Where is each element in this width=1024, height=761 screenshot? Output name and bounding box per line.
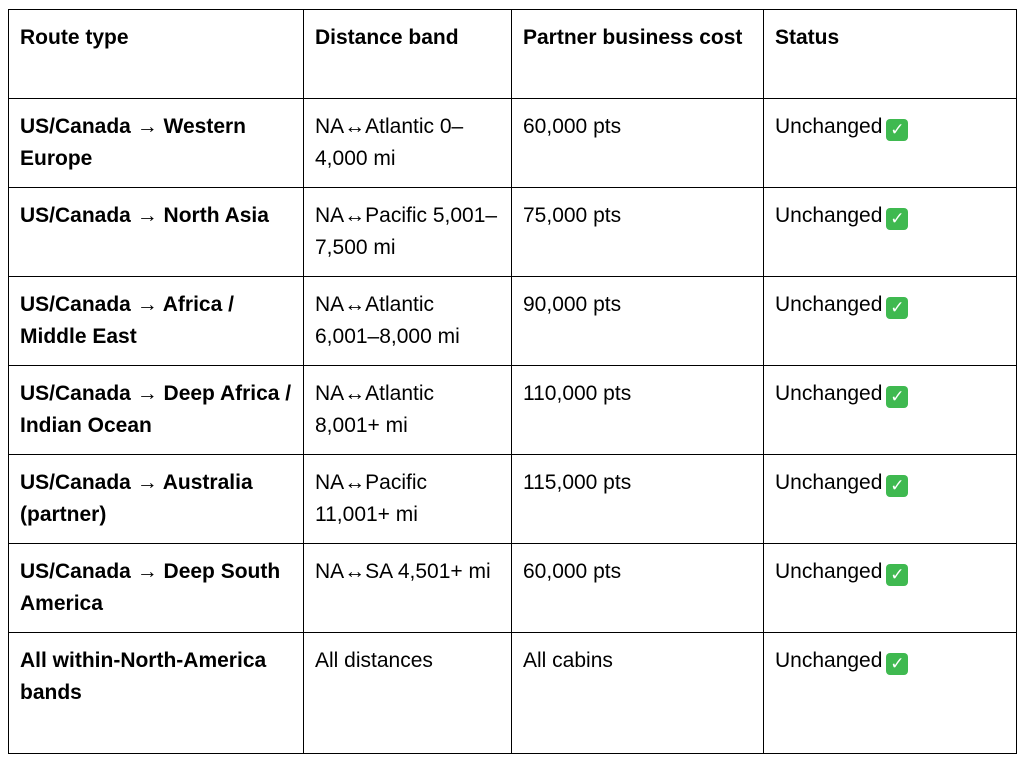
check-mark-icon: ✓ (886, 208, 908, 230)
route-cost-table (8, 9, 1017, 754)
route-type-cell: US/Canada → Deep Africa / Indian Ocean (9, 366, 304, 455)
distance-band-cell: NA↔Atlantic 6,001–8,000 mi (304, 277, 512, 366)
distance-band-cell: NA↔SA 4,501+ mi (304, 544, 512, 633)
table-row (9, 544, 1017, 633)
route-type-cell: US/Canada → Deep South America (9, 544, 304, 633)
partner-cost-cell: 75,000 pts (512, 188, 764, 277)
check-mark-icon: ✓ (886, 386, 908, 408)
status-cell (764, 99, 1017, 188)
route-type-cell: US/Canada → Western Europe (9, 99, 304, 188)
partner-cost-cell: 90,000 pts (512, 277, 764, 366)
status-text: Unchanged (775, 382, 883, 405)
route-type-cell: US/Canada → Africa / Middle East (9, 277, 304, 366)
status-cell (764, 633, 1017, 754)
status-cell (764, 366, 1017, 455)
route-type-cell: All within-North-America bands (9, 633, 304, 754)
check-mark-icon: ✓ (886, 653, 908, 675)
status-text: Unchanged (775, 649, 883, 672)
status-cell (764, 544, 1017, 633)
table-row (9, 455, 1017, 544)
table-row (9, 366, 1017, 455)
status-text: Unchanged (775, 560, 883, 583)
header-partner-business-cost: Partner business cost (512, 10, 764, 99)
status-text: Unchanged (775, 293, 883, 316)
check-mark-icon: ✓ (886, 475, 908, 497)
table-row (9, 633, 1017, 754)
distance-band-cell: NA↔Pacific 5,001–7,500 mi (304, 188, 512, 277)
route-type-cell: US/Canada → Australia (partner) (9, 455, 304, 544)
table-row (9, 188, 1017, 277)
status-cell (764, 188, 1017, 277)
check-mark-icon: ✓ (886, 564, 908, 586)
partner-cost-cell: 60,000 pts (512, 544, 764, 633)
partner-cost-cell: 115,000 pts (512, 455, 764, 544)
status-text: Unchanged (775, 471, 883, 494)
table-row (9, 99, 1017, 188)
partner-cost-cell: 60,000 pts (512, 99, 764, 188)
partner-cost-cell: 110,000 pts (512, 366, 764, 455)
header-distance-band: Distance band (304, 10, 512, 99)
header-route-type: Route type (9, 10, 304, 99)
partner-cost-cell: All cabins (512, 633, 764, 754)
distance-band-cell: NA↔Atlantic 0–4,000 mi (304, 99, 512, 188)
check-mark-icon: ✓ (886, 119, 908, 141)
status-cell (764, 277, 1017, 366)
check-mark-icon: ✓ (886, 297, 908, 319)
table-header-row (9, 10, 1017, 99)
distance-band-cell: NA↔Atlantic 8,001+ mi (304, 366, 512, 455)
distance-band-cell: All distances (304, 633, 512, 754)
status-cell (764, 455, 1017, 544)
distance-band-cell: NA↔Pacific 11,001+ mi (304, 455, 512, 544)
status-text: Unchanged (775, 115, 883, 138)
route-type-cell: US/Canada → North Asia (9, 188, 304, 277)
status-text: Unchanged (775, 204, 883, 227)
header-status: Status (764, 10, 1017, 99)
table-row (9, 277, 1017, 366)
